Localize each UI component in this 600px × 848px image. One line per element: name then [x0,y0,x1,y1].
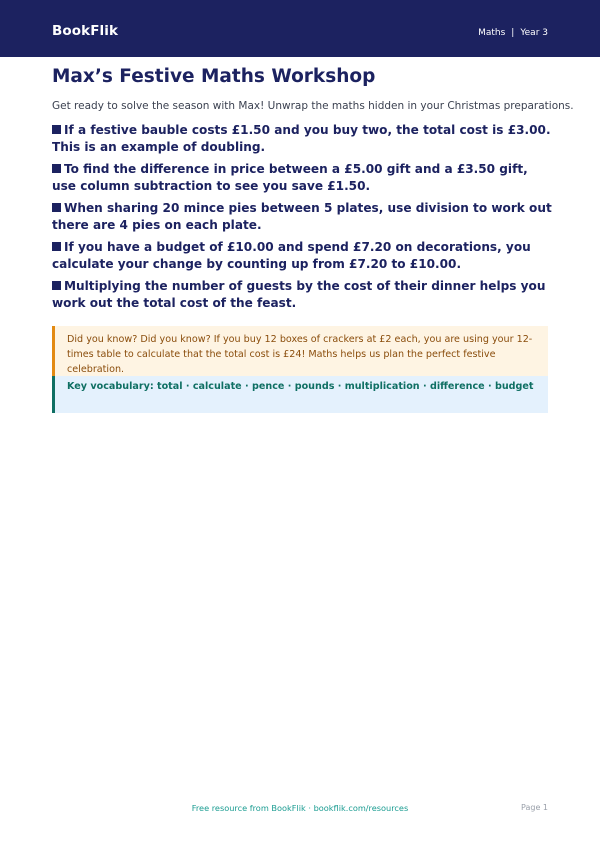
list-item [52,200,552,234]
key-vocabulary-box: Key vocabulary: total · calculate · pence · pounds · multiplication · difference · budget [52,376,548,413]
intro-text: Get ready to solve the season with Max! Unwrap the maths hidden in your Christmas preparations. [52,100,574,112]
square-bullet-icon [52,125,61,134]
list-item [52,278,552,312]
did-you-know-callout: Did you know? Did you know? If you buy 12 boxes of crackers at £2 each, you are using your 12-times table to calculate that the total cost is £24! Maths helps us plan the perfect festive celebration. [52,326,548,376]
point-text: If a festive bauble costs £1.50 and you buy two, the total cost is £3.00. This is an example of doubling. [52,123,551,154]
square-bullet-icon [52,281,61,290]
key-points-list [52,122,552,317]
list-item [52,239,552,273]
point-text: When sharing 20 mince pies between 5 plates, use division to work out there are 4 pies on each plate. [52,201,552,232]
year-label: Year 3 [520,28,548,38]
square-bullet-icon [52,164,61,173]
list-item [52,122,552,156]
meta-separator: | [511,28,515,38]
footer-link-text[interactable]: Free resource from BookFlik · bookflik.com/resources [191,803,409,813]
header-bar [0,0,600,57]
page-title: Max’s Festive Maths Workshop [52,66,376,87]
square-bullet-icon [52,242,61,251]
brand-logo-text[interactable]: BookFlik [52,23,119,39]
point-text: If you have a budget of £10.00 and spend £7.20 on decorations, you calculate your change by counting up from £7.20 to £10.00. [52,240,531,271]
list-item [52,161,552,195]
header-meta [478,28,548,38]
page-number: Page 1 [521,803,548,812]
square-bullet-icon [52,203,61,212]
point-text: Multiplying the number of guests by the cost of their dinner helps you work out the total cost of the feast. [52,279,546,310]
point-text: To find the difference in price between a £5.00 gift and a £3.50 gift, use column subtraction to see you save £1.50. [52,162,528,193]
subject-label: Maths [478,28,506,38]
